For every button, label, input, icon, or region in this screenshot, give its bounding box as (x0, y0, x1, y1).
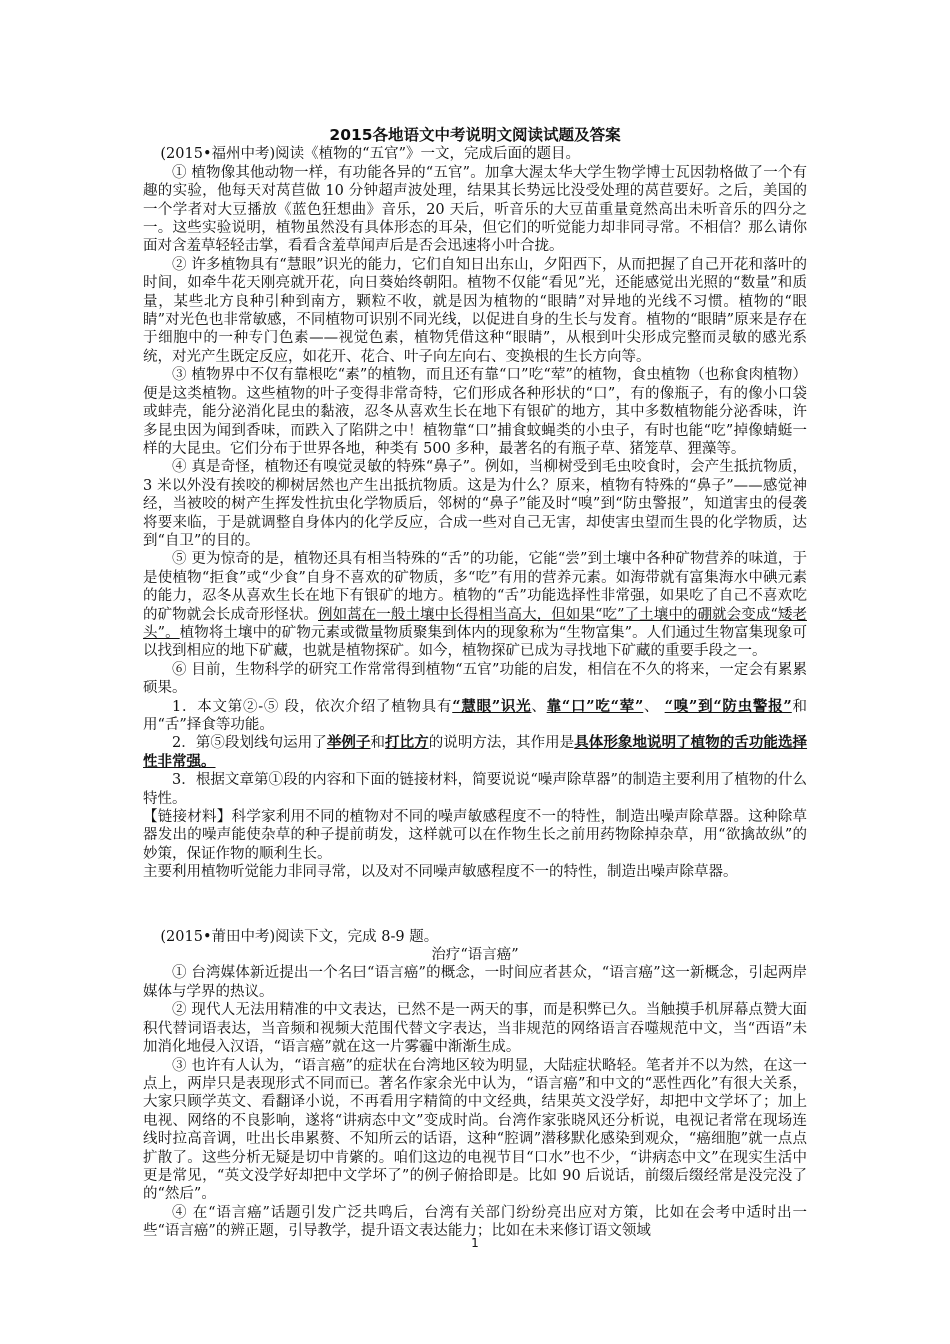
answer-2-part-3: 具体形象地说明了植物的舌功能选择性非常强。 (143, 734, 808, 770)
section2-paragraph-1: ① 台湾媒体新近提出一个名曰“语言癌”的概念，一时间应者甚众，“语言癌”这一新概念，引起两岸媒体与学界的热议。 (143, 965, 807, 1000)
link-material: 【链接材料】科学家利用不同的植物对不同的噪声敏感程度不一的特性，制造出噪声除草器。这种除草器发出的噪声能使杂草的种子提前萌发，这样就可以在作物生长之前用药物除掉杂草，用“欲擒故纵”的妙策，保证作物的顺利生长。 (143, 809, 807, 862)
section2-paragraph-3: ③ 也许有人认为，“语言癌”的症状在台湾地区较为明显，大陆症状略轻。笔者并不以为然，在这一点上，两岸只是表现形式不同而已。著名作家余光中认为，“语言癌”和中文的“恶性西化”有很大关系，大家只顾学英文、看翻译小说，不再看用字精简的中文经典，结果英文没学好，却把中文学坏了；加上电视、网络的不良影响，遂将“讲病态中文”变成时尚。台湾作家张晓风还分析说，电视记者常在现场连线时拉高音调，吐出长串累赘、不知所云的话语，这种“腔调”潜移默化感染到观众，“癌细胞”就一点点扩散了。这些分析无疑是切中肯綮的。咱们这边的电视节目“口水”也不少，“讲病态中文”在现实生活中更是常见，“英文没学好却把中文学坏了”的例子俯拾即是。比如 90 后说话，前缀后缀经常是没完没了的“然后”。 (143, 1057, 807, 1203)
section1-intro: (2015•福州中考)阅读《植物的“五官”》一文，完成后面的题目。 (160, 146, 580, 163)
section1-paragraph-5 (143, 550, 807, 660)
paragraph-5-text-a: ⑤ 更为惊奇的是，植物还具有相当特殊的“舌”的功能，它能“尝”到土壤中各种矿物营养的味道，于是使植物“拒食”或“少食”自身不喜欢的矿物质，多“吃”有用的营养元素。如海带就有富集海水中碘元素的能力，忍冬从喜欢生长在地下有银矿的地方。植物的“舌”功能选择性非常强，如果吃了自己不喜欢吃的矿物就会长成奇形怪状。 (143, 551, 807, 623)
question-2-stem-b: 的说明方法，其作用是 (428, 735, 575, 752)
answer-2-part-1: 举例子 (326, 734, 371, 752)
section2-paragraph-2: ② 现代人无法用精准的中文表达，已然不是一两天的事，而是积弊已久。当触摸手机屏幕点赞大面积代替词语表达，当音频和视频大范围代替文字表达，当非规范的网络语言吞噬规范中文，当“西语”未加消化地侵入汉语，“语言癌”就在这一片雾霾中渐渐生成。 (143, 1002, 807, 1056)
section1-paragraph-6: ⑥ 目前，生物科学的研究工作常常得到植物“五官”功能的启发，相信在不久的将来，一定会有累累硕果。 (143, 661, 807, 697)
question-1 (143, 698, 807, 735)
answer-2-part-2: 打比方 (385, 734, 429, 752)
answer-separator-2: 、 (643, 698, 665, 715)
question-3: 3．根据文章第①段的内容和下面的链接材料，简要说说“噪声除草器”的制造主要利用了植物的什么特性。 (143, 772, 807, 807)
answer-3: 主要利用植物听觉能力非同寻常，以及对不同噪声敏感程度不一的特性，制造出噪声除草器。 (143, 864, 738, 881)
question-1-end: 和用“舌”择食等功能。 (143, 698, 807, 733)
question-2 (143, 734, 807, 771)
section-gap (143, 882, 807, 928)
section1-paragraph-2: ② 许多植物具有“慧眼”识光的能力，它们自知日出东山，夕阳西下，从而把握了自己开花和落叶的时间，如牵牛花天刚亮就开花，向日葵始终朝阳。植物不仅能“看见”光，还能感觉出光照的“数量”和质量，某些北方良种引种到南方，颗粒不收，就是因为植物的“眼睛”对异地的光线不习惯。植物的“眼睛”对光色也非常敏感，不同植物可识别不同光线，以促进自身的生长与发育。植物的“眼睛”原来是存在于细胞中的一种专门色素——视觉色素，植物凭借这种“眼睛”，从根到叶尖形成完整而灵敏的感光系统，对光产生既定反应，如花开、花合、叶子向左向右、变换根的生长方向等。 (143, 256, 807, 365)
answer-1-part-3: “嗅”到“防虫警报” (664, 697, 792, 715)
paragraph-5-text-b: 植物将土壤中的矿物元素或微量物质聚集到体内的现象称为“生物富集”。人们通过生物富集现象可以找到相应的地下矿藏，也就是植物探矿。如今，植物探矿已成为寻找地下矿藏的重要手段之一。 (143, 624, 807, 660)
underlined-sentence: 例如蒿在一般土壤中长得相当高大，但如果“吃”了土壤中的硼就会变成“矮老头”。 (143, 606, 807, 641)
section2-intro: (2015•莆田中考)阅读下文，完成 8-9 题。 (160, 928, 439, 945)
section1-paragraph-4: ④ 真是奇怪，植物还有嗅觉灵敏的特殊“鼻子”。例如，当柳树受到毛虫咬食时，会产生抵抗物质，3 米以外没有挨咬的柳树居然也产生出抵抗物质。这是为什么？原来，植物有特殊的“鼻子”——感觉神经，当被咬的树产生挥发性抗虫化学物质后，邻树的“鼻子”能及时“嗅”到“防虫警报”，知道害虫的侵袭将要来临，于是就调整自身体内的化学反应，合成一些对自己无害，却使害虫望而生畏的化学物质，达到“自卫”的目的。 (143, 459, 807, 549)
section1-paragraph-1: ① 植物像其他动物一样，有功能各异的“五官”。加拿大渥太华大学生物学博士瓦因勃格做了一个有趣的实验，他每天对莴苣做 10 分钟超声波处理，结果其长势远比没受处理的莴苣要好。之后，美国的一个学者对大豆播放《蓝色狂想曲》音乐，20 天后，听音乐的大豆苗重量竟然高出未听音乐的四分之一。这些实验说明，植物虽然没有具体形态的耳朵，但它们的听觉能力却非同寻常。不相信？那么请你面对含羞草轻轻击掌，看看含羞草闻声后是否会迅速将小叶合拢。 (143, 164, 807, 255)
answer-separator-1: 、 (531, 698, 547, 715)
question-2-mid: 和 (370, 735, 386, 752)
document-title: 2015各地语文中考说明文阅读试题及答案 (329, 126, 621, 144)
section2-paragraph-4: ④ 在“语言癌”话题引发广泛共鸣后，台湾有关部门纷纷亮出应对方策，比如在会考中适时出一些“语言癌”的辨正题，引导教学，提升语文表达能力；比如在未来修订语文领域 (143, 1204, 807, 1240)
answer-1-part-2: 靠“口”吃“荤” (546, 697, 644, 715)
question-1-stem: 1．本文第②-⑤ 段，依次介绍了植物具有 (172, 698, 453, 715)
section2-article-title: 治疗“语言癌” (431, 947, 519, 964)
page-content (143, 126, 807, 1241)
section1-paragraph-3: ③ 植物界中不仅有靠根吃“素”的植物，而且还有靠“口”吃“荤”的植物，食虫植物（也称食肉植物）便是这类植物。这些植物的叶子变得非常奇特，它们形成各种形状的“口”，有的像瓶子，有的像小口袋或蚌壳，能分泌消化昆虫的黏液，忍冬从喜欢生长在地下有银矿的地方，其中多数植物能分泌香味，许多昆虫因为闻到香味，而跌入了陷阱之中！植物靠“口”捕食蚊蝇类的小虫子，有时也能“吃”掉像蜻蜓一样的大昆虫。它们分布于世界各地，种类有 500 多种，最著名的有瓶子草、猪笼草、狸藻等。 (143, 367, 807, 457)
answer-1-part-1: “慧眼”识光 (452, 697, 532, 715)
question-2-stem: 2．第⑤段划线句运用了 (172, 735, 327, 752)
page-number: 1 (471, 1236, 479, 1250)
